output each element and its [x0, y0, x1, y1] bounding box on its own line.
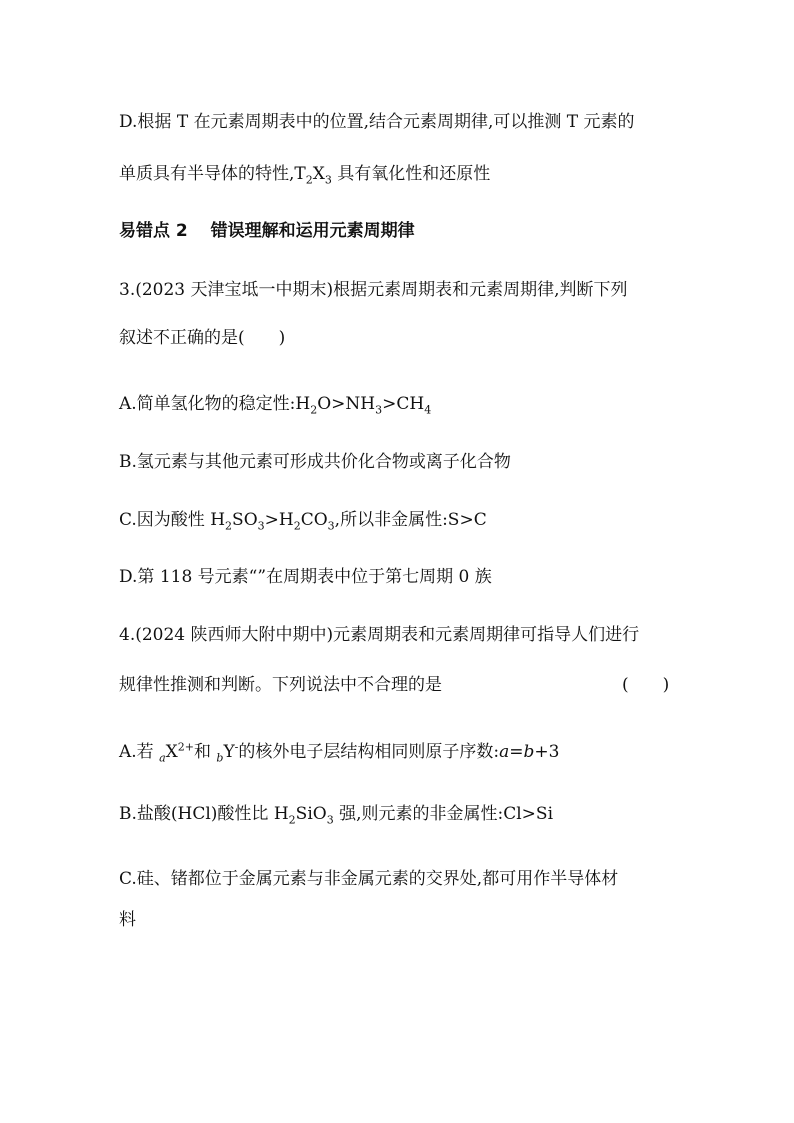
subscript: b	[216, 751, 224, 765]
question-3-stem-line-2: 叙述不正确的是( )	[119, 328, 286, 348]
text: 的核外电子层结构相同则原子序数:	[238, 742, 500, 762]
text: 单质具有半导体的特性,T	[119, 164, 306, 184]
question-3-option-c	[119, 510, 487, 533]
text: O>NH	[317, 394, 376, 414]
text: b	[523, 742, 535, 762]
question-4-stem-line-2: 规律性推测和判断。下列说法中不合理的是	[119, 675, 442, 695]
subscript: 3	[324, 173, 332, 187]
question-3-stem-line-1: 3.(2023 天津宝坻一中期末)根据元素周期表和元素周期律,判断下列	[119, 280, 628, 300]
text: A.简单氢化物的稳定性:H	[119, 394, 311, 414]
text: B.盐酸(HCl)酸性比 H	[119, 804, 289, 824]
superscript: 2+	[177, 740, 194, 754]
subscript: 3	[327, 519, 335, 533]
subscript: a	[159, 751, 166, 765]
text: 强,则元素的非金属性:Cl>Si	[333, 804, 554, 824]
subscript: 4	[424, 403, 432, 417]
text: >CH	[382, 394, 425, 414]
question-4-option-c-line-2: 料	[119, 910, 136, 930]
text: +3	[534, 742, 560, 762]
section-heading: 易错点 2 错误理解和运用元素周期律	[119, 221, 415, 241]
text: Y	[223, 742, 235, 762]
question-3-option-b: B.氢元素与其他元素可形成共价化合物或离子化合物	[119, 452, 511, 472]
subscript: 3	[375, 403, 383, 417]
text: C.因为酸性 H	[119, 510, 226, 530]
text: SO	[232, 510, 258, 530]
text: ,所以非金属性:S>C	[334, 510, 487, 530]
subscript: 2	[293, 519, 301, 533]
subscript: 2	[305, 173, 313, 187]
question-3-option-a	[119, 394, 432, 417]
option-d-line-2	[119, 164, 491, 187]
subscript: 2	[288, 813, 296, 827]
text: X	[312, 164, 325, 184]
text: >H	[264, 510, 294, 530]
text: A.若	[119, 742, 160, 762]
text: =	[509, 742, 524, 762]
question-4-stem-line-1: 4.(2024 陕西师大附中期中)元素周期表和元素周期律可指导人们进行	[119, 625, 640, 645]
question-4-option-a	[119, 740, 560, 765]
question-3-option-d: D.第 118 号元素“”在周期表中位于第七周期 0 族	[119, 567, 492, 587]
text: X	[165, 742, 178, 762]
answer-parentheses: ( )	[622, 675, 670, 695]
question-4-option-c-line-1: C.硅、锗都位于金属元素与非金属元素的交界处,都可用作半导体材	[119, 869, 619, 889]
question-4-option-b	[119, 804, 554, 827]
text: a	[499, 742, 510, 762]
text: SiO	[295, 804, 327, 824]
text: 具有氧化性和还原性	[331, 164, 491, 184]
subscript: 3	[257, 519, 265, 533]
subscript: 3	[326, 813, 334, 827]
subscript: 2	[225, 519, 233, 533]
option-d-line-1: D.根据 T 在元素周期表中的位置,结合元素周期律,可以推测 T 元素的	[119, 112, 635, 132]
subscript: 2	[310, 403, 318, 417]
text: CO	[300, 510, 328, 530]
text: 和	[193, 742, 217, 762]
superscript: -	[234, 740, 239, 754]
